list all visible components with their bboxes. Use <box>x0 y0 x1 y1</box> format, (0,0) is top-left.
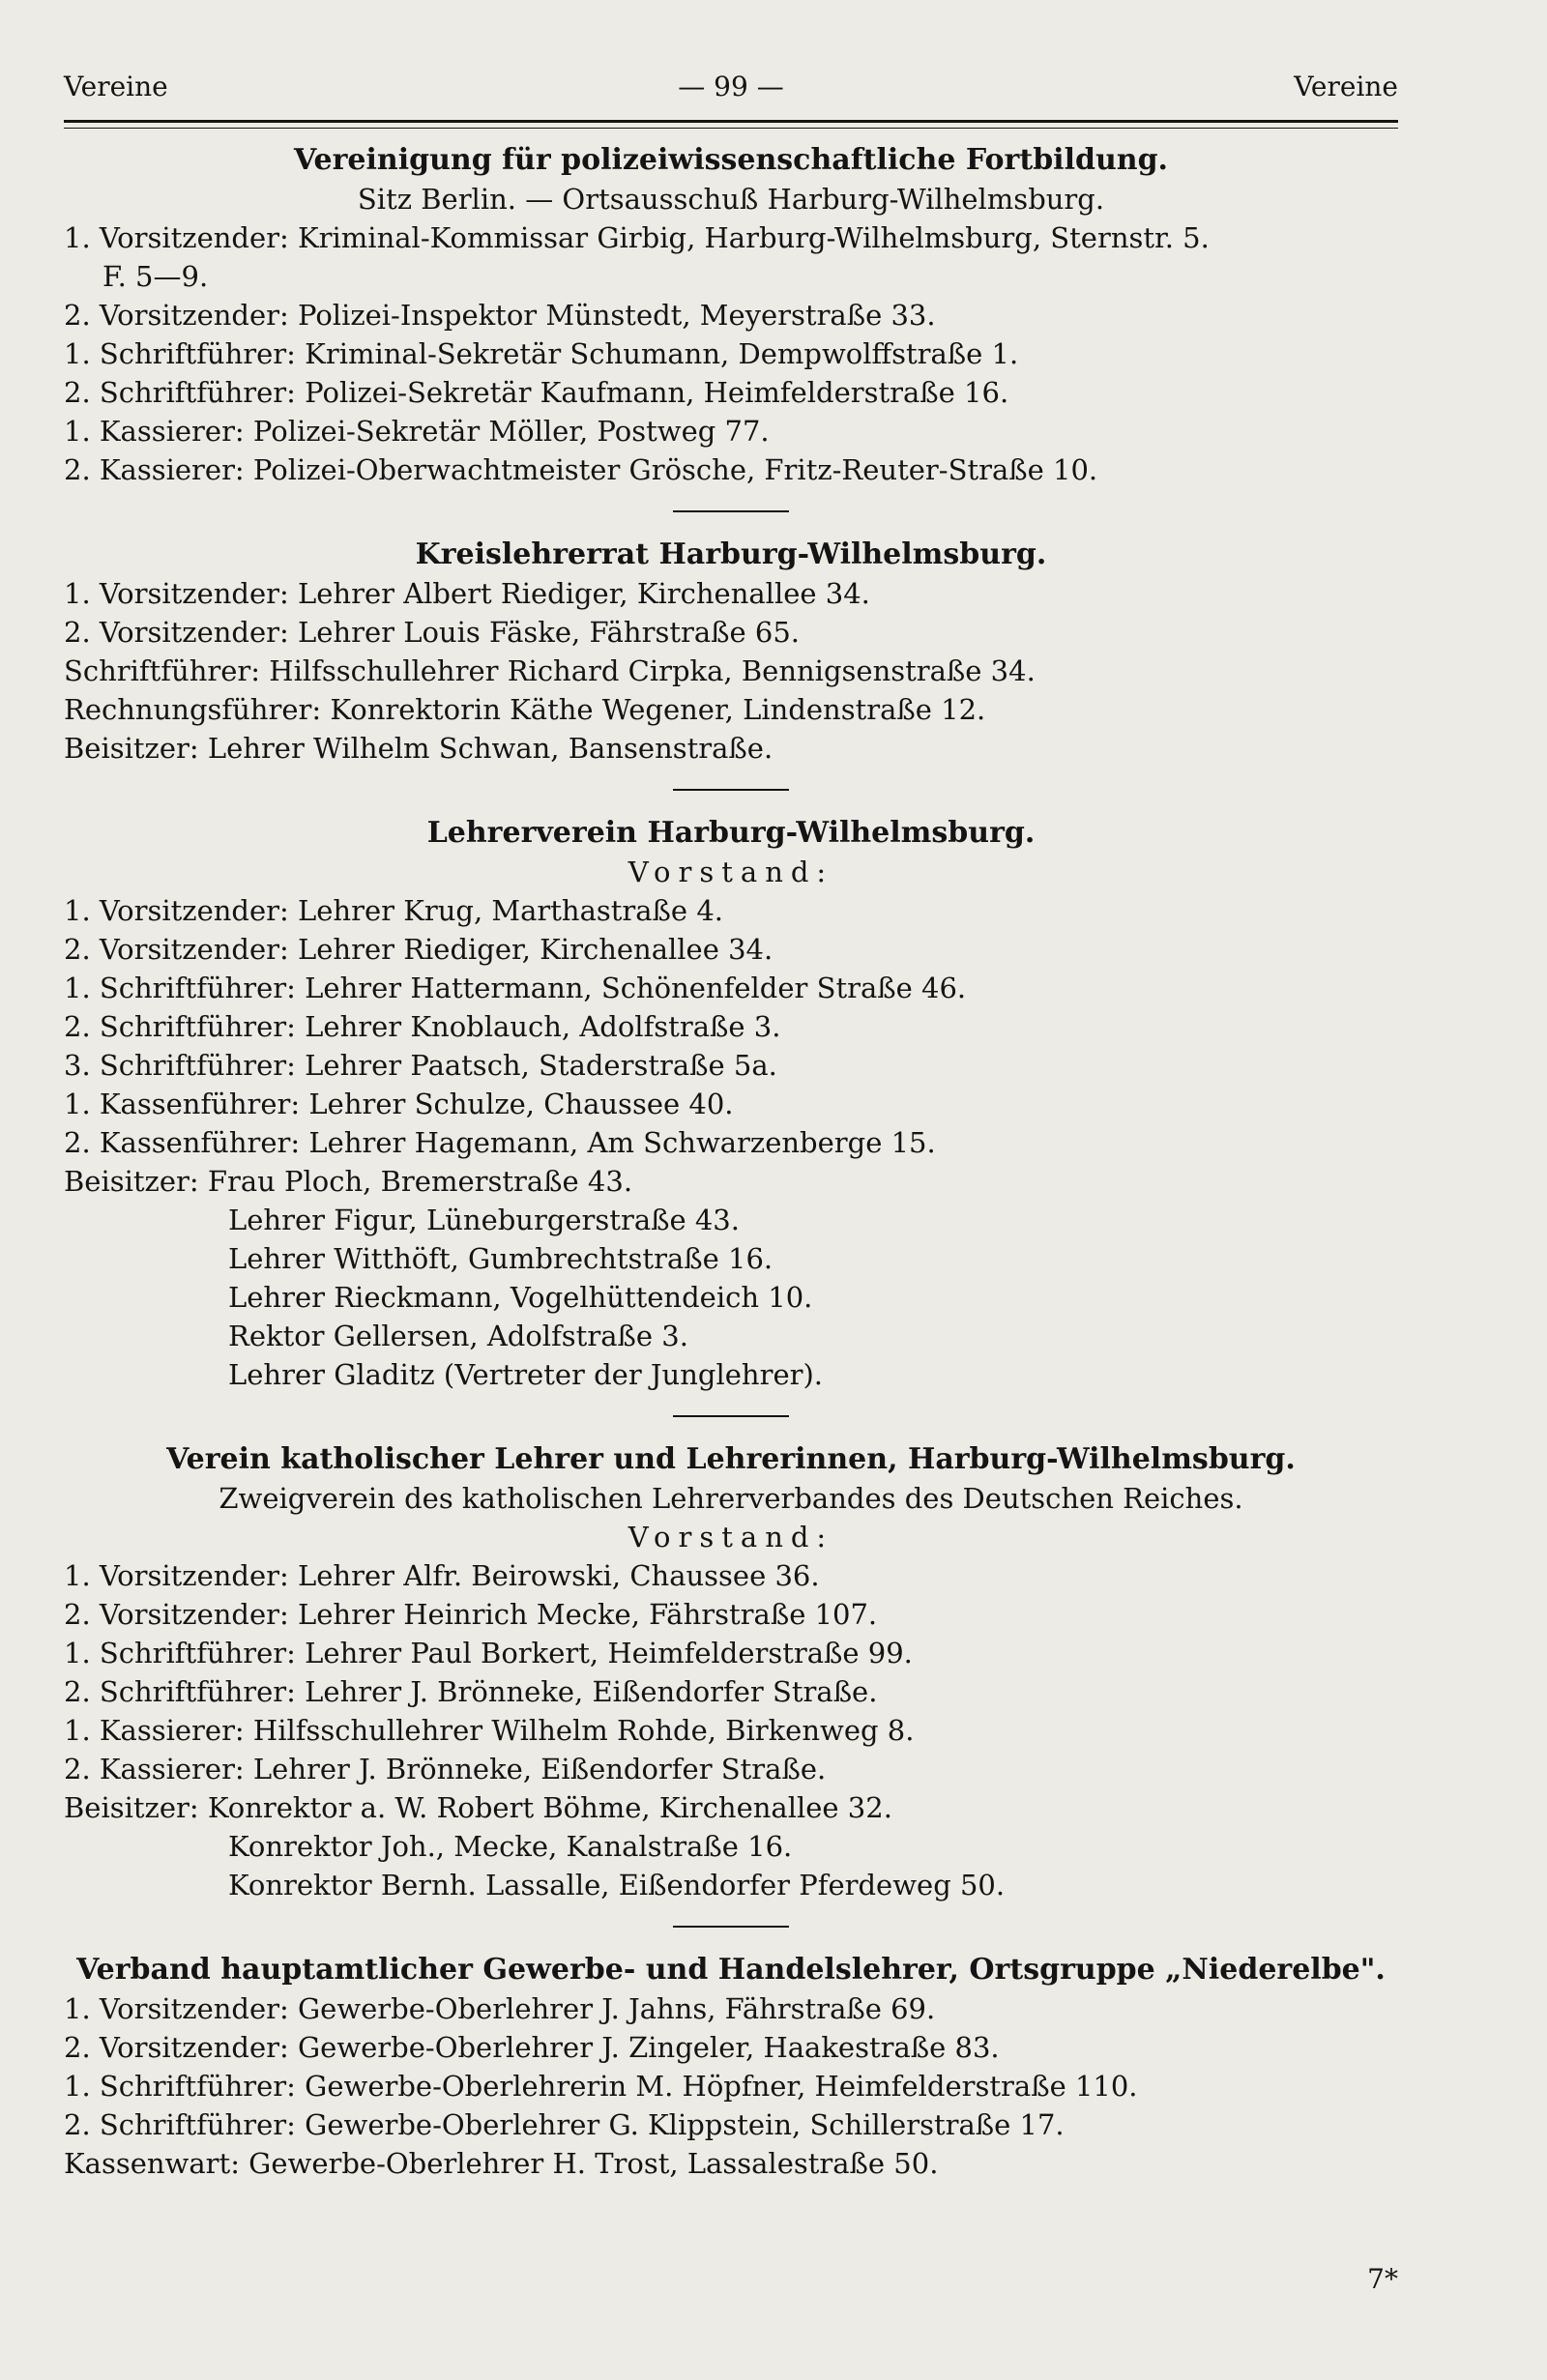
board-heading: Vorstand: <box>628 1521 834 1553</box>
member-entry: 1. Kassierer: Hilfsschullehrer Wilhelm Rohde, Birkenweg 8. <box>64 1714 915 1747</box>
association-section <box>64 1440 1398 1904</box>
document-page <box>64 68 1398 2349</box>
member-entry: 1. Vorsitzender: Gewerbe-Oberlehrer J. Jahns, Fährstraße 69. <box>64 1992 936 2025</box>
page-number: — 99 — <box>678 71 784 102</box>
section-subtitle: Zweigverein des katholischen Lehrerverbandes des Deutschen Reiches. <box>219 1482 1243 1515</box>
association-section <box>64 1951 1398 2183</box>
member-entry: 2. Schriftführer: Polizei-Sekretär Kaufmann, Heimfelderstraße 16. <box>64 376 1009 409</box>
member-entry: 1. Vorsitzender: Lehrer Albert Riediger, Kirchenallee 34. <box>64 577 870 610</box>
member-entry: Beisitzer: Konrektor a. W. Robert Böhme, Kirchenallee 32. <box>64 1791 892 1824</box>
member-entry: 1. Schriftführer: Kriminal-Sekretär Schumann, Dempwolffstraße 1. <box>64 337 1019 370</box>
member-entry: Rechnungsführer: Konrektorin Käthe Wegener, Lindenstraße 12. <box>64 693 986 726</box>
member-entry: Lehrer Witthöft, Gumbrechtstraße 16. <box>228 1242 774 1275</box>
member-entry: 1. Vorsitzender: Kriminal-Kommissar Girbig, Harburg-Wilhelmsburg, Sternstr. 5. <box>64 221 1210 254</box>
header-right: Vereine <box>1294 71 1398 102</box>
member-entry: F. 5—9. <box>102 260 209 293</box>
section-title: Verein katholischer Lehrer und Lehrerinnen, Harburg-Wilhelmsburg. <box>166 1442 1296 1476</box>
section-subtitle: Sitz Berlin. — Ortsausschuß Harburg-Wilhelmsburg. <box>357 183 1105 216</box>
member-entry: 2. Vorsitzender: Gewerbe-Oberlehrer J. Zingeler, Haakestraße 83. <box>64 2031 1000 2064</box>
section-title: Verband hauptamtlicher Gewerbe- und Handelslehrer, Ortsgruppe „Niederelbe". <box>76 1953 1386 1987</box>
member-entry: 1. Kassenführer: Lehrer Schulze, Chaussee 40. <box>64 1088 734 1120</box>
association-section <box>64 536 1398 768</box>
section-title: Kreislehrerrat Harburg-Wilhelmsburg. <box>415 537 1047 571</box>
section-separator <box>673 1926 789 1928</box>
member-entry: 1. Vorsitzender: Lehrer Krug, Marthastraße 4. <box>64 894 723 927</box>
member-entry: Schriftführer: Hilfsschullehrer Richard Cirpka, Bennigsenstraße 34. <box>64 654 1036 687</box>
association-section <box>64 814 1398 1394</box>
member-entry: 2. Kassenführer: Lehrer Hagemann, Am Schwarzenberge 15. <box>64 1126 936 1159</box>
board-heading: Vorstand: <box>628 856 834 888</box>
member-entry: 2. Vorsitzender: Lehrer Louis Fäske, Fährstraße 65. <box>64 616 801 649</box>
association-section <box>64 141 1398 489</box>
member-entry: 2. Kassierer: Lehrer J. Brönneke, Eißendorfer Straße. <box>64 1753 827 1785</box>
member-entry: 1. Vorsitzender: Lehrer Alfr. Beirowski, Chaussee 36. <box>64 1559 820 1592</box>
member-entry: Konrektor Bernh. Lassalle, Eißendorfer Pferdeweg 50. <box>228 1869 1006 1901</box>
member-entry: Beisitzer: Frau Ploch, Bremerstraße 43. <box>64 1165 633 1198</box>
member-entry: 1. Schriftführer: Lehrer Hattermann, Schönenfelder Straße 46. <box>64 972 967 1004</box>
header-rule-thin <box>64 128 1398 129</box>
member-entry: Lehrer Figur, Lüneburgerstraße 43. <box>228 1204 740 1236</box>
member-entry: Lehrer Gladitz (Vertreter der Junglehrer). <box>228 1358 824 1391</box>
section-separator <box>673 789 789 791</box>
header-rule-thick <box>64 120 1398 123</box>
section-separator <box>673 1415 789 1417</box>
member-entry: 1. Kassierer: Polizei-Sekretär Möller, Postweg 77. <box>64 415 770 448</box>
section-separator <box>673 510 789 512</box>
document-body <box>64 141 1398 2183</box>
header-left: Vereine <box>64 71 168 102</box>
member-entry: 2. Schriftführer: Lehrer Knoblauch, Adolfstraße 3. <box>64 1010 781 1043</box>
member-entry: 2. Schriftführer: Gewerbe-Oberlehrer G. Klippstein, Schillerstraße 17. <box>64 2108 1065 2141</box>
member-entry: Beisitzer: Lehrer Wilhelm Schwan, Bansenstraße. <box>64 732 774 765</box>
member-entry: 1. Schriftführer: Lehrer Paul Borkert, Heimfelderstraße 99. <box>64 1637 913 1669</box>
member-entry: Lehrer Rieckmann, Vogelhüttendeich 10. <box>228 1281 813 1314</box>
member-entry: Konrektor Joh., Mecke, Kanalstraße 16. <box>228 1830 793 1863</box>
signature-mark: 7* <box>1367 2263 1398 2295</box>
member-entry: 2. Vorsitzender: Polizei-Inspektor Münstedt, Meyerstraße 33. <box>64 299 936 332</box>
member-entry: Kassenwart: Gewerbe-Oberlehrer H. Trost, Lassalestraße 50. <box>64 2147 939 2180</box>
member-entry: 1. Schriftführer: Gewerbe-Oberlehrerin M. Höpfner, Heimfelderstraße 110. <box>64 2070 1138 2103</box>
running-header <box>64 68 1398 106</box>
member-entry: 3. Schriftführer: Lehrer Paatsch, Staderstraße 5a. <box>64 1049 777 1082</box>
member-entry: 2. Schriftführer: Lehrer J. Brönneke, Eißendorfer Straße. <box>64 1675 878 1708</box>
member-entry: Rektor Gellersen, Adolfstraße 3. <box>228 1320 688 1352</box>
member-entry: 2. Vorsitzender: Lehrer Heinrich Mecke, Fährstraße 107. <box>64 1598 878 1631</box>
member-entry: 2. Vorsitzender: Lehrer Riediger, Kirchenallee 34. <box>64 933 774 966</box>
section-title: Lehrerverein Harburg-Wilhelmsburg. <box>426 816 1036 850</box>
member-entry: 2. Kassierer: Polizei-Oberwachtmeister Grösche, Fritz-Reuter-Straße 10. <box>64 453 1098 486</box>
section-title: Vereinigung für polizeiwissenschaftliche Fortbildung. <box>294 143 1168 177</box>
